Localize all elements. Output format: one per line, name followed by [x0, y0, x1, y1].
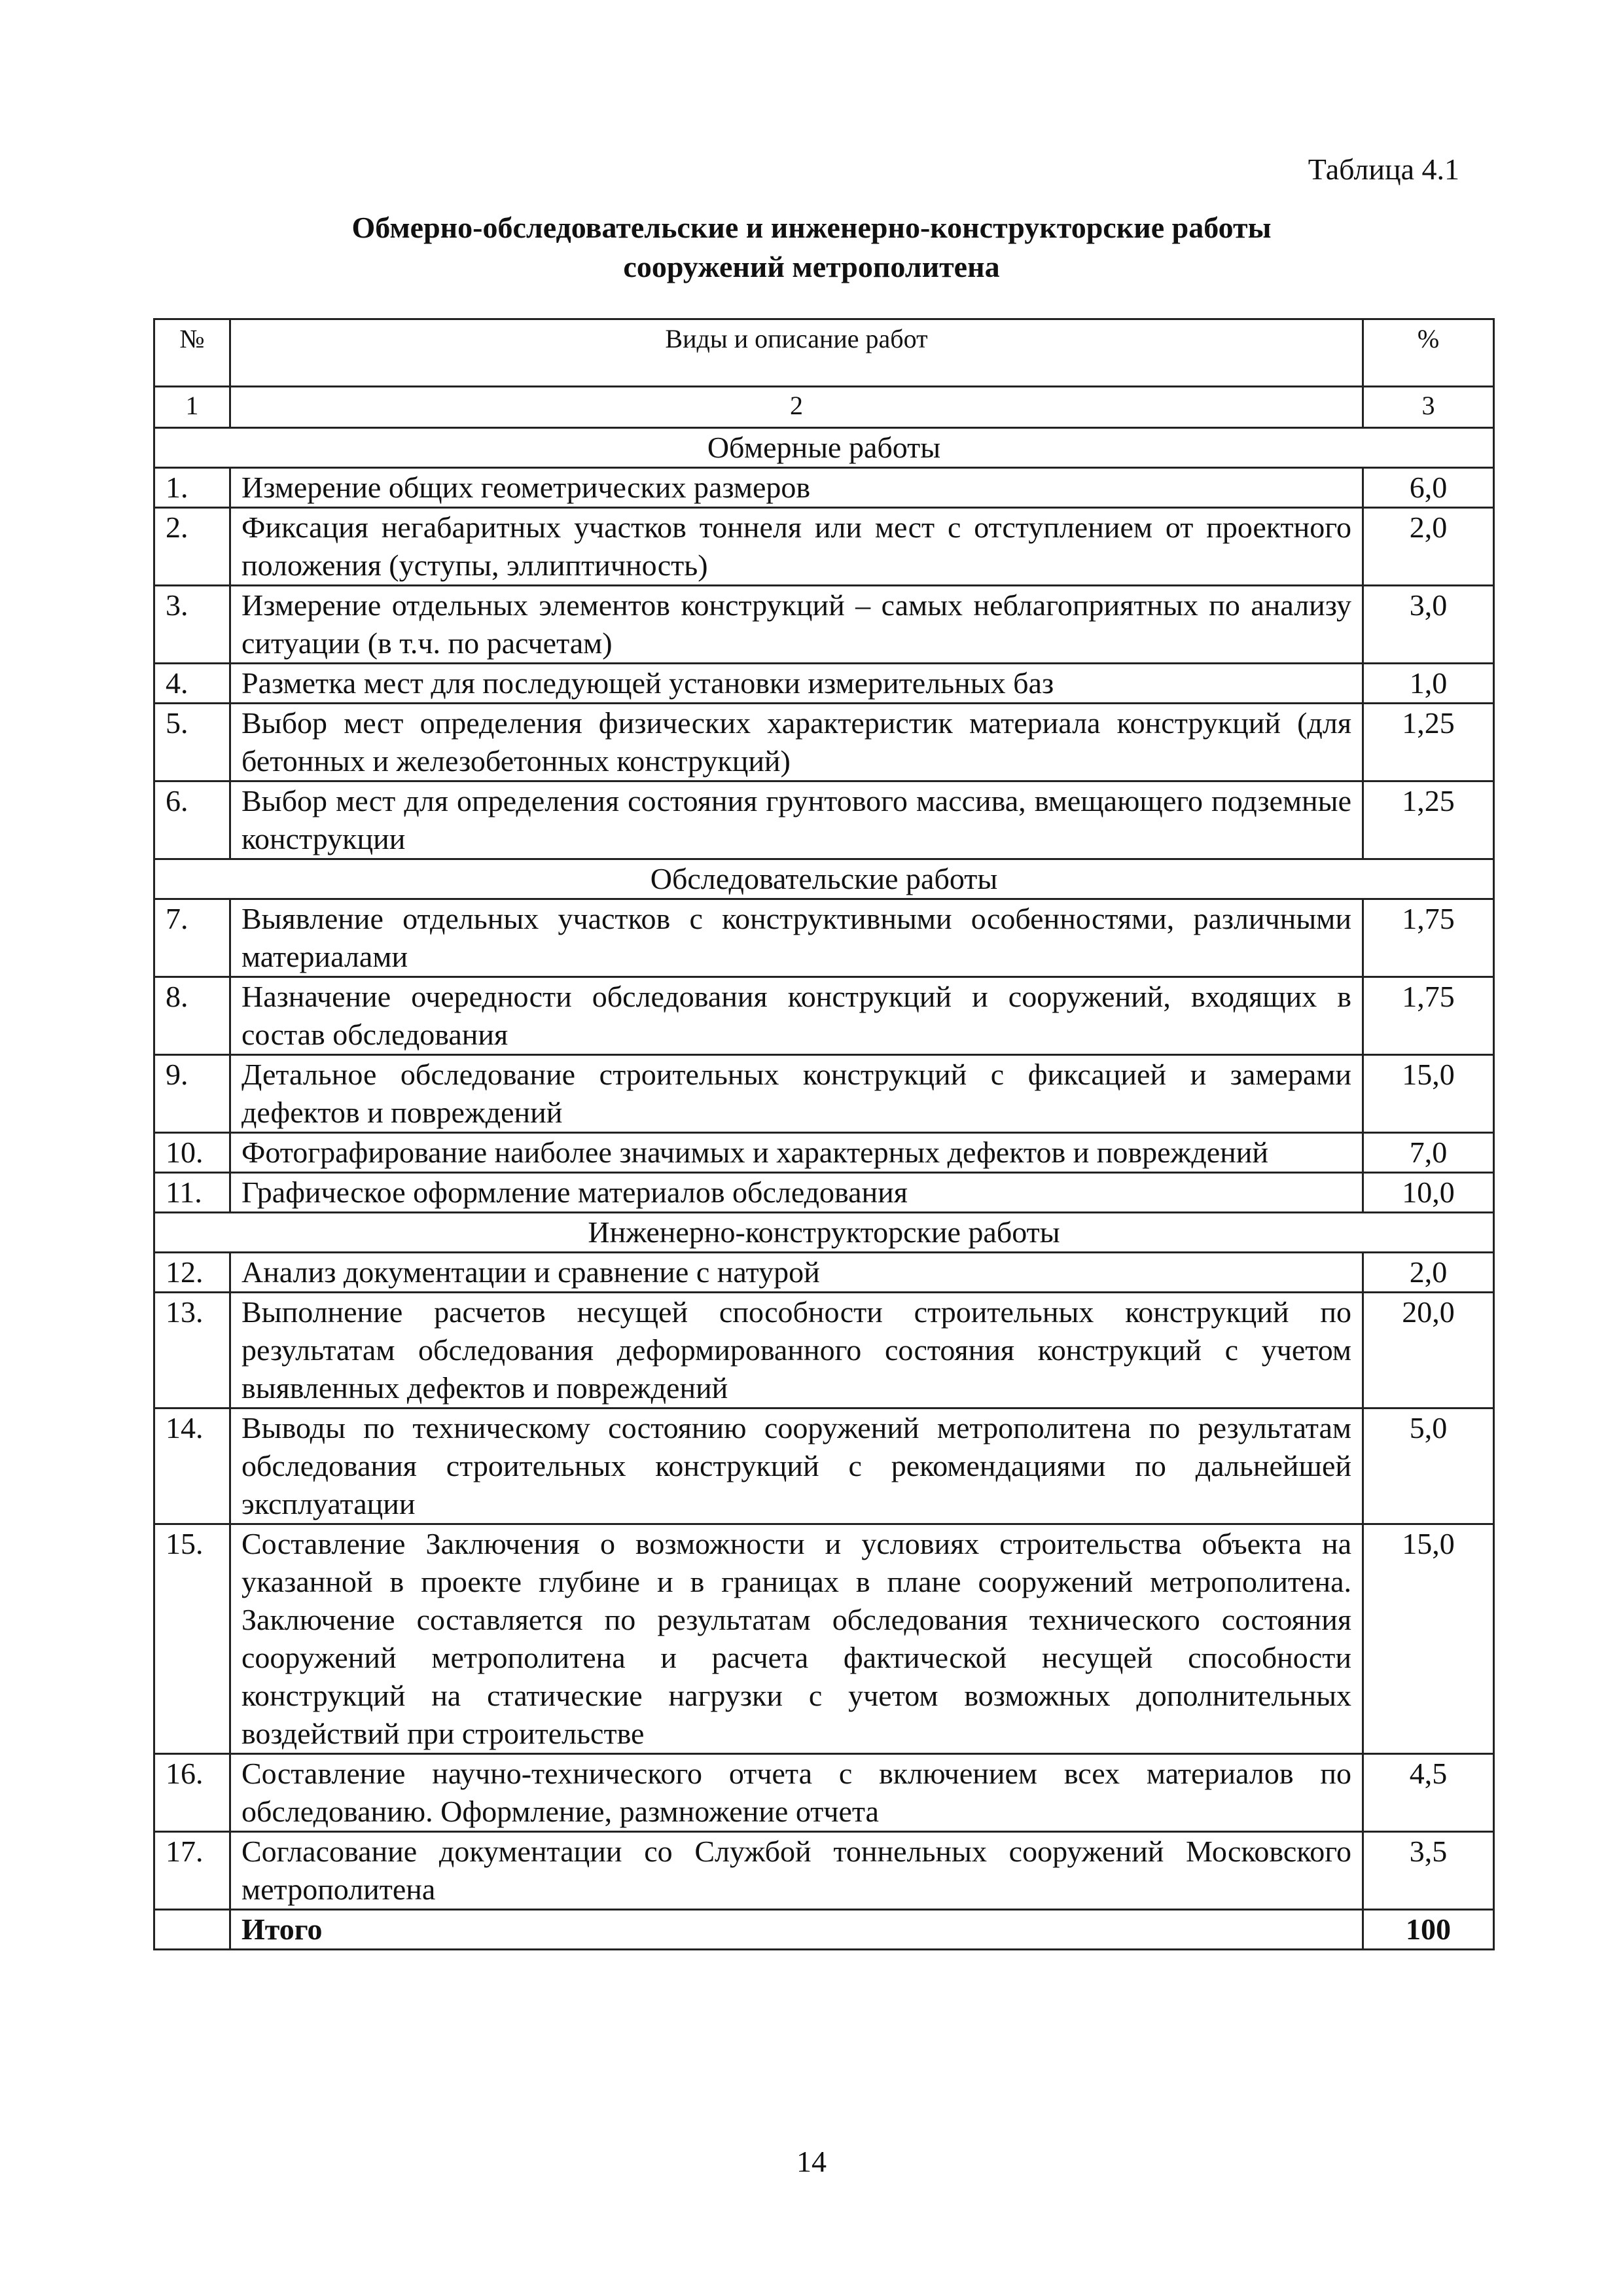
row-description: Назначение очередности обследования конструкций и сооружений, входящих в состав обследования [230, 977, 1363, 1055]
row-number: 15. [154, 1524, 230, 1754]
row-percent: 3,5 [1363, 1832, 1494, 1910]
row-description: Графическое оформление материалов обследования [230, 1173, 1363, 1213]
row-percent: 15,0 [1363, 1055, 1494, 1133]
row-description: Выбор мест определения физических характеристик материала конструкций (для бетонных и железобетонных конструкций) [230, 704, 1363, 781]
row-number: 14. [154, 1408, 230, 1524]
table-row [154, 586, 1494, 664]
row-number: 13. [154, 1293, 230, 1408]
table-row [154, 704, 1494, 781]
row-number: 10. [154, 1133, 230, 1173]
section-row [154, 428, 1494, 468]
row-percent: 4,5 [1363, 1754, 1494, 1832]
row-description: Выполнение расчетов несущей способности строительных конструкций по результатам обследования деформированного состояния конструкций с учетом выявленных дефектов и повреждений [230, 1293, 1363, 1408]
row-number: 4. [154, 664, 230, 704]
works-table-body [154, 319, 1494, 1950]
column-header-number: № [154, 319, 230, 387]
table-row [154, 1832, 1494, 1910]
row-description: Фиксация негабаритных участков тоннеля или мест с отступлением от проектного положения (уступы, эллиптичность) [230, 508, 1363, 586]
table-row [154, 1173, 1494, 1213]
row-percent: 2,0 [1363, 1253, 1494, 1293]
row-description: Выявление отдельных участков с конструктивными особенностями, различными материалами [230, 899, 1363, 977]
table-row [154, 1133, 1494, 1173]
table-number: Таблица 4.1 [1308, 152, 1459, 186]
row-description: Анализ документации и сравнение с натурой [230, 1253, 1363, 1293]
row-description: Измерение отдельных элементов конструкций – самых неблагоприятных по анализу ситуации (в т.ч. по расчетам) [230, 586, 1363, 664]
table-row [154, 508, 1494, 586]
row-percent: 1,25 [1363, 781, 1494, 859]
table-row [154, 977, 1494, 1055]
row-number: 9. [154, 1055, 230, 1133]
column-header-percent: % [1363, 319, 1494, 387]
row-percent: 7,0 [1363, 1133, 1494, 1173]
table-row [154, 468, 1494, 508]
column-index-1: 1 [154, 387, 230, 428]
header-row [154, 319, 1494, 387]
row-number: 6. [154, 781, 230, 859]
table-title [0, 208, 1623, 287]
row-percent: 3,0 [1363, 586, 1494, 664]
row-percent: 1,75 [1363, 899, 1494, 977]
row-percent: 1,25 [1363, 704, 1494, 781]
row-description: Составление научно-технического отчета с включением всех материалов по обследованию. Оформление, размножение отчета [230, 1754, 1363, 1832]
row-number: 11. [154, 1173, 230, 1213]
row-percent: 1,75 [1363, 977, 1494, 1055]
page-number: 14 [796, 2145, 827, 2178]
row-number: 5. [154, 704, 230, 781]
column-index-3: 3 [1363, 387, 1494, 428]
table-row [154, 1524, 1494, 1754]
row-number: 3. [154, 586, 230, 664]
section-row [154, 1213, 1494, 1253]
row-percent: 15,0 [1363, 1524, 1494, 1754]
works-table [153, 318, 1495, 1950]
row-number: 17. [154, 1832, 230, 1910]
total-label: Итого [230, 1910, 1363, 1950]
row-number: 12. [154, 1253, 230, 1293]
row-description: Составление Заключения о возможности и условиях строительства объекта на указанной в проекте глубине и в границах в плане сооружений метрополитена. Заключение составляется по результатам обследования технического состояния сооружений метрополитена и расчета фактической несущей способности конструкций на статические нагрузки с учетом возможных дополнительных воздействий при строительстве [230, 1524, 1363, 1754]
section-title: Обмерные работы [154, 428, 1494, 468]
table-row [154, 1253, 1494, 1293]
row-percent: 2,0 [1363, 508, 1494, 586]
row-description: Разметка мест для последующей установки измерительных баз [230, 664, 1363, 704]
table-title-line-2: сооружений метрополитена [623, 250, 1000, 283]
column-index-2: 2 [230, 387, 1363, 428]
row-number: 1. [154, 468, 230, 508]
total-percent: 100 [1363, 1910, 1494, 1950]
row-percent: 5,0 [1363, 1408, 1494, 1524]
row-percent: 1,0 [1363, 664, 1494, 704]
row-percent: 6,0 [1363, 468, 1494, 508]
section-row [154, 859, 1494, 899]
table-row [154, 1754, 1494, 1832]
section-title: Инженерно-конструкторские работы [154, 1213, 1494, 1253]
row-description: Согласование документации со Службой тоннельных сооружений Московского метрополитена [230, 1832, 1363, 1910]
section-title: Обследовательские работы [154, 859, 1494, 899]
row-description: Выбор мест для определения состояния грунтового массива, вмещающего подземные конструкции [230, 781, 1363, 859]
table-row [154, 1293, 1494, 1408]
column-index-row [154, 387, 1494, 428]
table-row [154, 899, 1494, 977]
row-number: 7. [154, 899, 230, 977]
total-number-cell [154, 1910, 230, 1950]
row-description: Фотографирование наиболее значимых и характерных дефектов и повреждений [230, 1133, 1363, 1173]
table-row [154, 1408, 1494, 1524]
table-row [154, 664, 1494, 704]
row-number: 2. [154, 508, 230, 586]
row-number: 8. [154, 977, 230, 1055]
row-percent: 10,0 [1363, 1173, 1494, 1213]
row-number: 16. [154, 1754, 230, 1832]
table-row [154, 781, 1494, 859]
total-row [154, 1910, 1494, 1950]
row-description: Выводы по техническому состоянию сооружений метрополитена по результатам обследования строительных конструкций с рекомендациями по дальнейшей эксплуатации [230, 1408, 1363, 1524]
row-percent: 20,0 [1363, 1293, 1494, 1408]
table-title-line-1: Обмерно-обследовательские и инженерно-конструкторские работы [351, 211, 1272, 244]
column-header-description: Виды и описание работ [230, 319, 1363, 387]
row-description: Измерение общих геометрических размеров [230, 468, 1363, 508]
row-description: Детальное обследование строительных конструкций с фиксацией и замерами дефектов и повреждений [230, 1055, 1363, 1133]
table-row [154, 1055, 1494, 1133]
